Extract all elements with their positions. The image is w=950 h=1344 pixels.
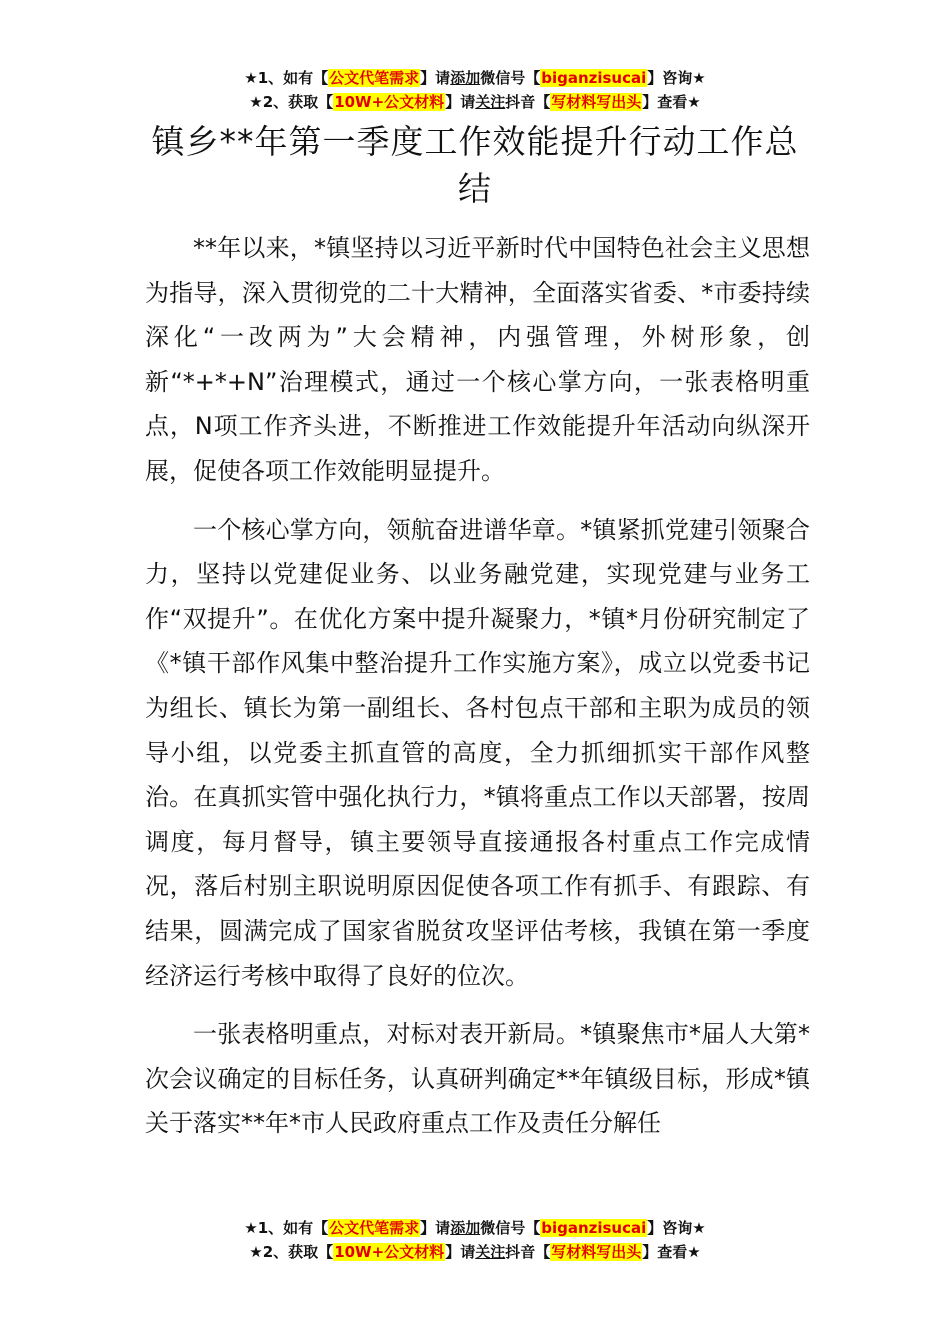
wechat-id: biganzisucai	[541, 69, 647, 87]
promo-highlight: 10W+公文材料	[334, 93, 445, 111]
top-promo-banner	[0, 66, 950, 114]
promo-line-1: ★1、如有【公文代笔需求】请添加微信号【biganzisucai】咨询★	[244, 1219, 706, 1237]
promo-highlight: 公文代笔需求	[329, 69, 420, 87]
paragraph: **年以来，*镇坚持以习近平新时代中国特色社会主义思想为指导，深入贯彻党的二十大精神，全面落实省委、*市委持续深化“一改两为”大会精神，内强管理，外树形象，创新“*+*+N”治理模式，通过一个核心掌方向，一张表格明重点，N项工作齐头进，不断推进工作效能提升年活动向纵深开展，促使各项工作效能明显提升。	[145, 234, 810, 485]
wechat-id: biganzisucai	[541, 1219, 647, 1237]
paragraph: 一个核心掌方向，领航奋进谱华章。*镇紧抓党建引领聚合力，坚持以党建促业务、以业务融党建，实现党建与业务工作“双提升”。在优化方案中提升凝聚力，*镇*月份研究制定了《*镇干部作风集中整治提升工作实施方案》，成立以党委书记为组长、镇长为第一副组长、各村包点干部和主职为成员的领导小组，以党委主抓直管的高度，全力抓细抓实干部作风整治。在真抓实管中强化执行力，*镇将重点工作以天部署，按周调度，每月督导，镇主要领导直接通报各村重点工作完成情况，落后村别主职说明原因促使各项工作有抓手、有跟踪、有结果，圆满完成了国家省脱贫攻坚评估考核，我镇在第一季度经济运行考核中取得了良好的位次。	[145, 515, 810, 990]
promo-line-1: ★1、如有【公文代笔需求】请添加微信号【biganzisucai】咨询★	[244, 69, 706, 87]
promo-highlight: 公文代笔需求	[329, 1219, 420, 1237]
promo-line-2: ★2、获取【10W+公文材料】请关注抖音【写材料写出头】查看★	[249, 93, 701, 111]
document-title: 镇乡**年第一季度工作效能提升行动工作总结	[151, 122, 799, 208]
promo-highlight: 10W+公文材料	[334, 1243, 445, 1261]
bottom-promo-banner	[0, 1216, 950, 1264]
douyin-id: 写材料写出头	[551, 93, 642, 111]
promo-line-2: ★2、获取【10W+公文材料】请关注抖音【写材料写出头】查看★	[249, 1243, 701, 1261]
paragraph: 一张表格明重点，对标对表开新局。*镇聚焦市*届人大第*次会议确定的目标任务，认真研判确定**年镇级目标，形成*镇关于落实**年*市人民政府重点工作及责任分解任	[145, 1020, 810, 1138]
document-body	[145, 226, 810, 1160]
douyin-id: 写材料写出头	[551, 1243, 642, 1261]
